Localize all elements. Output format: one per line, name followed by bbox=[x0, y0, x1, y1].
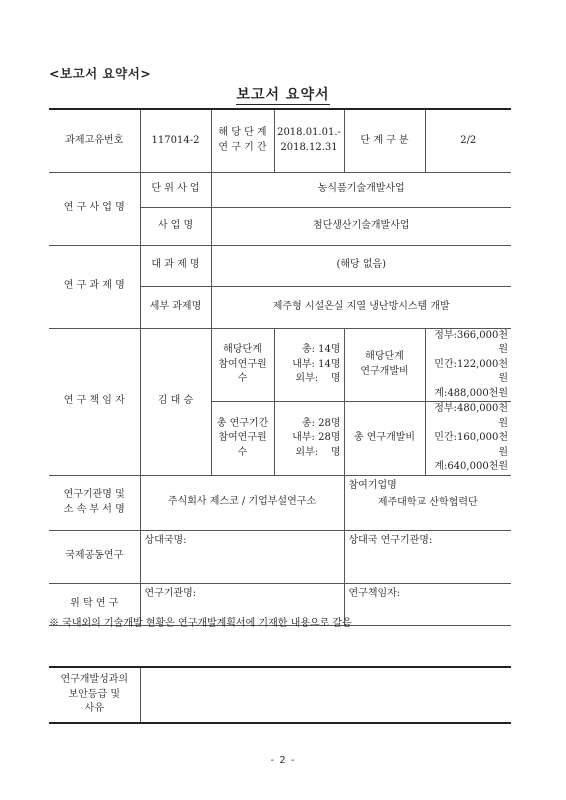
main-task-label: 대 과 제 명 bbox=[140, 245, 211, 286]
period-label-line1: 해 당 단 계 bbox=[218, 127, 267, 139]
row-stage-researchers bbox=[49, 328, 511, 402]
period-start: 2018.01.01.- bbox=[277, 127, 341, 139]
task-id-value: 117014-2 bbox=[140, 109, 211, 172]
consign-org-label: 연구기관명: bbox=[140, 583, 344, 625]
task-id-label: 과제고유번호 bbox=[49, 109, 140, 172]
stage-gov: 정부:366,000천원 bbox=[434, 329, 508, 355]
security-label bbox=[49, 667, 140, 723]
period-label-line2: 연 구 기 간 bbox=[218, 141, 267, 153]
org-label-line2: 소 속 부 서 명 bbox=[63, 503, 125, 515]
stage-private: 민간:122,000천원 bbox=[434, 358, 508, 384]
total-external: 외부: 명 bbox=[295, 446, 341, 458]
note-text: ※ 국내외의 기술개발 현황은 연구개발계획서에 기재한 내용으로 갈음 bbox=[49, 618, 352, 629]
total-gov: 정부:480,000천원 bbox=[434, 403, 508, 429]
leader-name: 김 대 승 bbox=[140, 328, 211, 475]
security-label-line3: 사유 bbox=[84, 703, 104, 715]
partner-value: 제주대학교 산학협력단 bbox=[377, 497, 478, 508]
security-label-line2: 보안등급 및 bbox=[68, 688, 120, 700]
partner-cell bbox=[344, 475, 511, 530]
stage-label: 단 계 구 분 bbox=[344, 109, 425, 172]
total-researchers-counts bbox=[274, 402, 344, 476]
period-end: 2018.12.31 bbox=[280, 141, 338, 153]
stage-sum: 계:488,000천원 bbox=[434, 387, 508, 399]
stage-external: 외부: 명 bbox=[295, 373, 341, 384]
main-task-value: (해당 없음) bbox=[211, 245, 511, 286]
page-title bbox=[0, 84, 566, 104]
sub-task-value: 제주형 시설온실 지열 냉난방시스템 개발 bbox=[211, 286, 511, 328]
row-main-task bbox=[49, 245, 511, 286]
stage-cost-line1: 해당단계 bbox=[365, 351, 404, 363]
partner-country-label: 상대국명: bbox=[140, 530, 344, 583]
total-internal: 내부: 28명 bbox=[292, 432, 341, 443]
title-text: 보고서 요약서 bbox=[236, 87, 330, 103]
total-researchers-line1: 총 연구기간 bbox=[216, 417, 269, 429]
unit-project-label: 단 위 사 업 bbox=[140, 172, 211, 207]
stage-researchers-line2: 참여연구원 bbox=[218, 358, 267, 370]
row-security bbox=[49, 667, 511, 723]
business-value: 첨단생산기술개발사업 bbox=[211, 207, 511, 245]
row-unit-project bbox=[49, 172, 511, 207]
stage-researchers-label bbox=[211, 328, 274, 402]
sub-task-label: 세부 과제명 bbox=[140, 286, 211, 328]
stage-researchers-line3: 수 bbox=[237, 373, 248, 384]
stage-researchers-line1: 해당단계 bbox=[223, 344, 262, 355]
stage-researchers-counts bbox=[274, 328, 344, 402]
section-label: <보고서 요약서> bbox=[49, 66, 152, 81]
consign-leader-label: 연구책임자: bbox=[344, 583, 511, 625]
security-table bbox=[49, 666, 511, 724]
partner-org-label: 상대국 연구기관명: bbox=[344, 530, 511, 583]
org-label bbox=[49, 475, 140, 530]
period-label bbox=[211, 109, 274, 172]
total-researchers-label bbox=[211, 402, 274, 476]
stage-internal: 내부: 14명 bbox=[292, 358, 341, 370]
task-label: 연 구 과 제 명 bbox=[49, 245, 140, 328]
total-researchers-line3: 수 bbox=[237, 446, 248, 458]
consign-label: 위 탁 연 구 bbox=[49, 583, 140, 625]
row-task-id bbox=[49, 109, 511, 172]
intl-label: 국제공동연구 bbox=[49, 530, 140, 583]
row-international bbox=[49, 530, 511, 583]
total-cost-label: 총 연구개발비 bbox=[344, 402, 425, 476]
org-label-line1: 연구기관명 및 bbox=[63, 489, 125, 500]
summary-table bbox=[49, 108, 511, 626]
total-private: 민간:160,000천원 bbox=[434, 432, 508, 458]
total-cost-values bbox=[425, 402, 511, 476]
business-label: 사 업 명 bbox=[140, 207, 211, 245]
security-value bbox=[140, 667, 511, 723]
row-organization bbox=[49, 475, 511, 530]
unit-project-value: 농식품기술개발사업 bbox=[211, 172, 511, 207]
stage-cost-line2: 연구개발비 bbox=[360, 365, 409, 377]
partner-label: 참여기업명 bbox=[348, 479, 397, 491]
stage-value: 2/2 bbox=[425, 109, 511, 172]
page-number: - 2 - bbox=[270, 755, 296, 766]
leader-label: 연 구 책 임 자 bbox=[49, 328, 140, 475]
total-sum: 계:640,000천원 bbox=[434, 461, 508, 472]
total-researchers-line2: 참여연구원 bbox=[218, 432, 267, 443]
security-label-line1: 연구개발성과의 bbox=[60, 674, 129, 686]
stage-cost-values bbox=[425, 328, 511, 402]
org-value: 주식회사 제스코 / 기업부설연구소 bbox=[140, 475, 344, 530]
period-value bbox=[274, 109, 344, 172]
total-total: 총: 28명 bbox=[301, 417, 341, 429]
stage-total: 총: 14명 bbox=[301, 344, 341, 355]
project-label: 연 구 사 업 명 bbox=[49, 172, 140, 245]
stage-cost-label bbox=[344, 328, 425, 402]
